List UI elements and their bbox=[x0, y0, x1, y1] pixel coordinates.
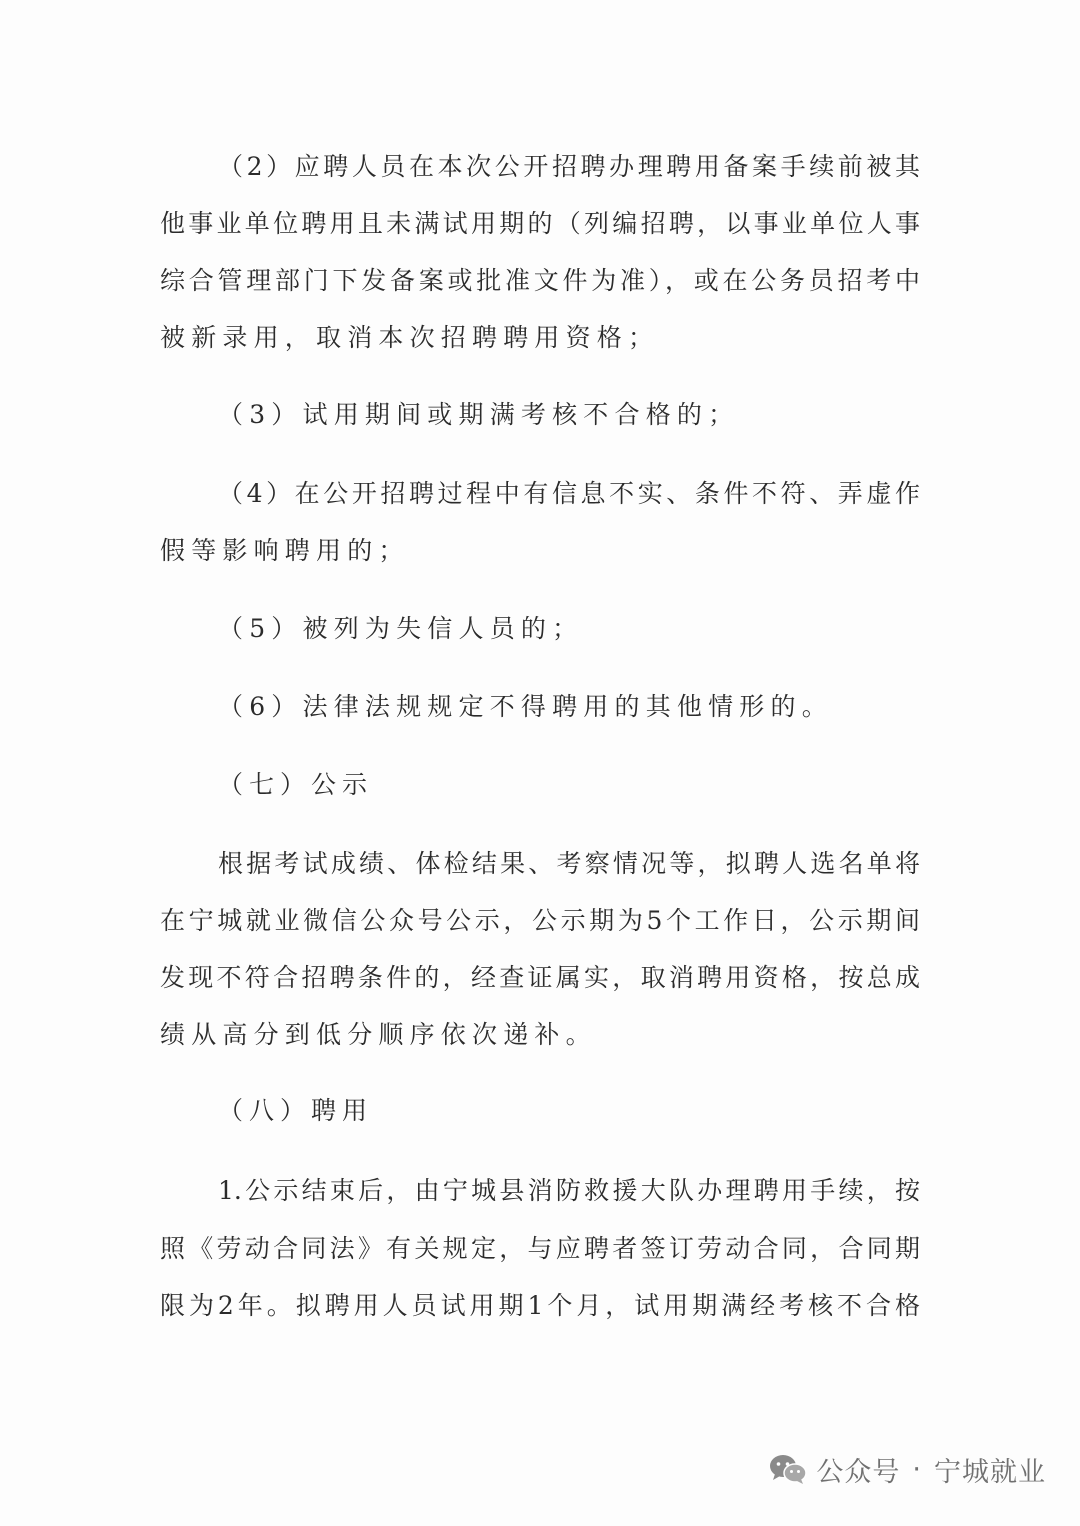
paragraph-line: （3）试用期间或期满考核不合格的； bbox=[218, 400, 740, 429]
paragraph-line: 假等影响聘用的； bbox=[160, 536, 410, 565]
paragraph-line: 综合管理部门下发备案或批准文件为准），或在公务员招考中 bbox=[160, 266, 920, 295]
section-heading: （八）聘用 bbox=[218, 1096, 374, 1125]
watermark-prefix: 公众号 bbox=[816, 1456, 901, 1488]
paragraph-line: 限为2年。拟聘用人员试用期1个月，试用期满经考核不合格 bbox=[160, 1291, 920, 1320]
wechat-icon bbox=[768, 1452, 808, 1486]
paragraph-line: （5）被列为失信人员的； bbox=[218, 614, 584, 643]
paragraph-line: 在宁城就业微信公众号公示，公示期为5个工作日，公示期间 bbox=[160, 906, 920, 935]
watermark-separator: · bbox=[912, 1453, 922, 1485]
watermark-account: 宁城就业 bbox=[934, 1456, 1046, 1488]
paragraph-line: 被新录用，取消本次招聘聘用资格； bbox=[160, 323, 660, 352]
paragraph-line: （4）在公开招聘过程中有信息不实、条件不符、弄虚作 bbox=[218, 479, 920, 508]
paragraph-line: 发现不符合招聘条件的，经查证属实，取消聘用资格，按总成 bbox=[160, 963, 920, 992]
paragraph-line: 照《劳动合同法》有关规定，与应聘者签订劳动合同，合同期 bbox=[160, 1234, 920, 1263]
section-heading: （七）公示 bbox=[218, 770, 374, 799]
paragraph-line: （2）应聘人员在本次公开招聘办理聘用备案手续前被其 bbox=[218, 152, 920, 181]
wechat-watermark bbox=[768, 1447, 1046, 1491]
paragraph-line: 他事业单位聘用且未满试用期的（列编招聘，以事业单位人事 bbox=[160, 209, 920, 238]
paragraph-line: （6）法律法规规定不得聘用的其他情形的。 bbox=[218, 692, 833, 721]
paragraph-line: 根据考试成绩、体检结果、考察情况等，拟聘人选名单将 bbox=[218, 849, 920, 878]
paragraph-line: 1.公示结束后，由宁城县消防救援大队办理聘用手续，按 bbox=[218, 1176, 920, 1205]
paragraph-line: 绩从高分到低分顺序依次递补。 bbox=[160, 1020, 597, 1049]
